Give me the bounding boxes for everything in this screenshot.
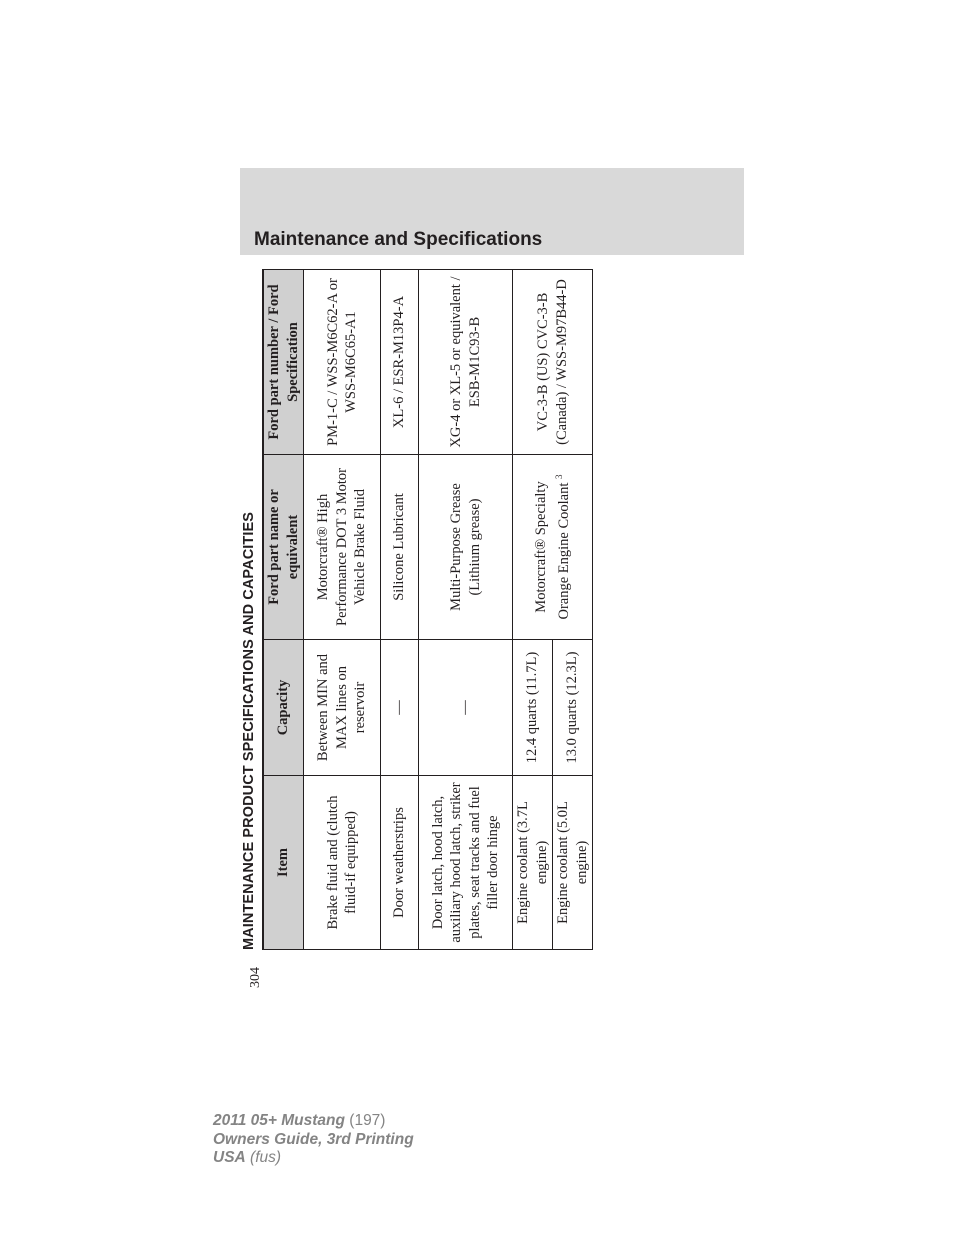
cell-part-number: XL-6 / ESR-M13P4-A [381,270,419,455]
cell-part-name: Silicone Lubricant [381,455,419,640]
cell-item: Door weatherstrips [381,776,419,950]
footer-model-code: (197) [349,1112,386,1129]
table-row [381,270,419,950]
cell-part-name-text: Motorcraft® Specialty Orange Engine Coolant [532,481,572,620]
cell-capacity: Between MIN and MAX lines on reservoir [304,640,381,776]
cell-item: Engine coolant (5.0L engine) [553,776,593,950]
cell-part-number: VC-3-B (US) CVC-3-B (Canada) / WSS-M97B44-D [513,270,593,455]
section-header-band [240,168,744,255]
cell-capacity: — [419,640,513,776]
column-header-item: Item [263,776,304,950]
document-footer [213,1112,414,1168]
footer-line-3 [213,1149,414,1168]
footer-model: 2011 05+ Mustang [213,1112,345,1129]
section-title: MAINTENANCE PRODUCT SPECIFICATIONS AND CAPACITIES [241,511,257,950]
cell-capacity: 12.4 quarts (11.7L) [513,640,553,776]
cell-part-name: Multi-Purpose Grease (Lithium grease) [419,455,513,640]
cell-item: Brake fluid and (clutch fluid-if equipped) [304,776,381,950]
specifications-table [262,269,593,950]
footer-line-1 [213,1112,414,1131]
column-header-part-name: Ford part name or equivalent [263,455,304,640]
cell-capacity: 13.0 quarts (12.3L) [553,640,593,776]
column-header-capacity: Capacity [263,640,304,776]
rotated-content [240,270,592,988]
cell-part-name: Motorcraft® High Performance DOT 3 Motor Vehicle Brake Fluid [304,455,381,640]
cell-part-number: XG-4 or XL-5 or equivalent / ESB-M1C93-B [419,270,513,455]
column-header-part-number: Ford part number / Ford Specification [263,270,304,455]
page-header-title: Maintenance and Specifications [254,229,543,250]
cell-part-number: PM-1-C / WSS-M6C62-A or WSS-M6C65-A1 [304,270,381,455]
footer-guide: Owners Guide, 3rd Printing [213,1130,414,1148]
cell-part-name [513,455,593,640]
table-row [419,270,513,950]
cell-capacity: — [381,640,419,776]
cell-item: Door latch, hood latch, auxiliary hood latch, striker plates, seat tracks and fuel filler door hinge [419,776,513,950]
table-row [304,270,381,950]
footer-market-code: (fus) [250,1149,282,1166]
table-header-row [263,270,304,950]
footer-line-2 [213,1131,414,1150]
footnote-marker: 3 [554,474,565,479]
footer-market: USA [213,1149,246,1166]
page-number: 304 [248,967,263,988]
table-row [513,270,553,950]
cell-item: Engine coolant (3.7L engine) [513,776,553,950]
